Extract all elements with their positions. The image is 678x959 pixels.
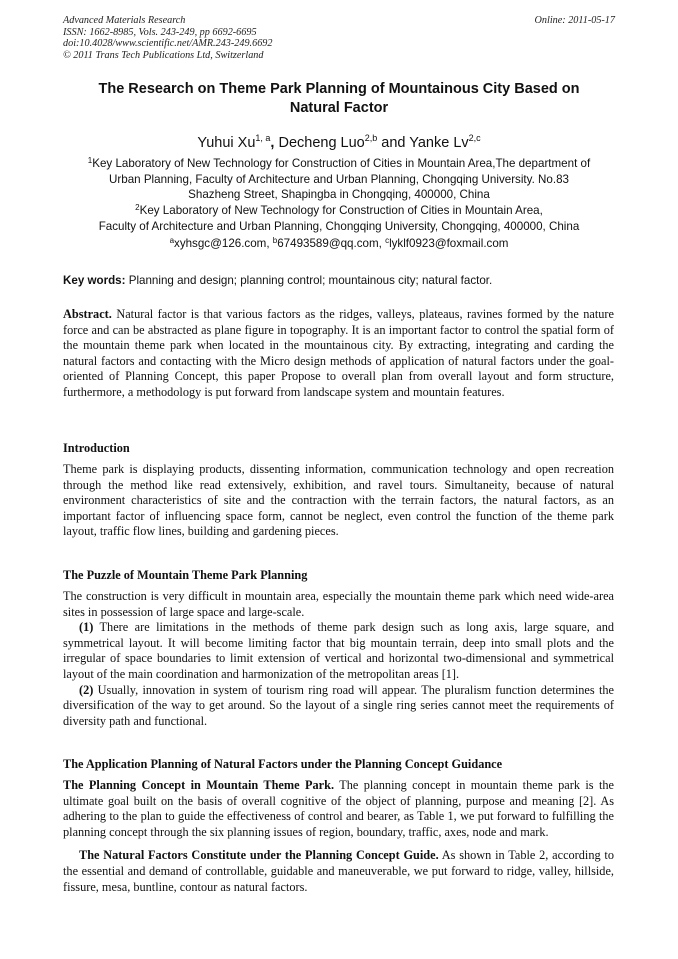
affiliation-2-line-2: Faculty of Architecture and Urban Planning, Chongqing University, Chongqing, 400000, China: [98, 219, 580, 233]
affiliation-1-sup: 1: [87, 156, 93, 165]
journal-header: [63, 15, 615, 61]
email-c[interactable]: lyklf0923@foxmail.com: [389, 237, 509, 250]
introduction-text: Theme park is displaying products, dissenting information, communication technology and open recreation through the method like read extensively, exhibition, and ravel tours. Simultaneity, because of natural environment characteristics of site and the contraction with the terrain factors, the natural factors, as an important factor of influencing space form, cannot be neglect, even control the function of the theme park layout, traffic flow lines, building and gardening pieces.: [63, 462, 614, 539]
puzzle-paragraph-3: (2) Usually, innovation in system of tourism ring road will appear. The pluralism function determines the diversification of the way to get around. So the layout of a single ring series cannot meet the requirements of diversity path and functional.: [63, 682, 614, 728]
author-separator: ,: [270, 135, 275, 151]
title-line-1: The Research on Theme Park Planning of Mountainous City Based on: [98, 81, 580, 97]
puzzle-text: [63, 589, 614, 729]
abstract-label: Abstract.: [63, 307, 112, 321]
journal-name: Advanced Materials Research: [63, 15, 186, 26]
author-1: Yuhui Xu: [197, 135, 256, 151]
puzzle-paragraph-2: (1) There are limitations in the methods of theme park design such as long axis, large square, and symmetrical layout. It will become limiting factor that big mountain terrain, deep into small plots and the irregular of space boundaries to limit extension of vertical and horizontal two-dimensional and symmetrical layout of the main coordination and harmonization of the metropolitan areas [1].: [63, 620, 614, 681]
author-emails: $^a$xyhsgc@126.com, $^b$67493589@qq.com, $^c$lyklf0923@foxmail.com: [169, 236, 509, 250]
author-2-sup: 2,b: [364, 133, 378, 143]
affiliation-2-line-1: $^2$Key Laboratory of New Technology for Construction of Cities in Mountain Area,: [135, 203, 543, 218]
keywords-label: Key words:: [63, 274, 126, 287]
email-b[interactable]: 67493589@qq.com,: [277, 237, 386, 250]
abstract: [63, 307, 614, 401]
journal-copyright: © 2011 Trans Tech Publications Ltd, Switzerland: [63, 49, 264, 61]
keywords-text: Planning and design; planning control; mountainous city; natural factor.: [125, 274, 493, 287]
application-text: [63, 778, 614, 895]
puzzle-paragraph-1: The construction is very difficult in mountain area, especially the mountain theme park which need wide-area sites in possession of large space and large-scale.: [63, 589, 614, 619]
affiliation-1-line-3: Shazheng Street, Shapingba in Chongqing, 400000, China: [188, 188, 490, 202]
author-3: and Yanke Lv: [377, 135, 469, 151]
author-3-sup: 2,c: [468, 133, 481, 143]
application-paragraph-2: The Natural Factors Constitute under the Planning Concept Guide. As shown in Table 2, according to the essential and demand of controllable, guidable and maneuverable, we put forward to ridge, valley, hillside, fissure, mesa, buntline, contour as natural factors.: [63, 848, 614, 894]
affiliation-1-line-1: $^1$Key Laboratory of New Technology for Construction of Cities in Mountain Area,The department of: [87, 156, 591, 170]
abstract-text: Natural factor is that various factors as the ridges, valleys, plateaus, ravines formed by the nature force and can be abstracted as plane figure in topography. It is an important factor to control the spatial form of the mountain theme park when located in the mountainous city. By extracting, integrating and carding the natural factors and contacting with the Micro design methods of application of natural factors under the goal-oriented of Planning Concept, this paper Propose to overall plan from overall layout and form structure, furthermore, a methodology is put forward from landscape system and mountain features.: [63, 307, 614, 399]
email-a[interactable]: xyhsgc@126.com,: [174, 237, 273, 250]
author-list: [60, 134, 618, 152]
affiliation-2-sup: 2: [135, 203, 140, 213]
author-1-sup: 1, a: [255, 133, 271, 143]
section-heading-application: The Application Planning of Natural Factors under the Planning Concept Guidance: [63, 757, 503, 771]
affiliations: [60, 156, 618, 235]
section-heading-puzzle: The Puzzle of Mountain Theme Park Planning: [63, 568, 308, 582]
online-date: Online: 2011-05-17: [534, 15, 615, 26]
application-paragraph-1: The Planning Concept in Mountain Theme Park. The planning concept in mountain theme park is the ultimate goal built on the basis of overall cognitive of the object of planning, purpose and meaning [2]. As adhering to the plan to guide the effectiveness of control and bearer, as Table 1, we put forward to fulfilling the planning concept through the six planning issues of region, boundary, traffic, axes, node and mark.: [63, 778, 615, 839]
title-line-2: Natural Factor: [289, 100, 389, 116]
section-heading-introduction: Introduction: [63, 441, 130, 455]
affiliation-1-line-2: Urban Planning, Faculty of Architecture and Urban Planning, Chongqing University. No.83: [109, 172, 569, 186]
keywords: [63, 273, 618, 288]
paper-title: [60, 80, 618, 118]
author-2: Decheng Luo: [274, 135, 365, 151]
journal-doi: doi:10.4028/www.scientific.net/AMR.243-249.6692: [63, 38, 273, 50]
journal-issn: ISSN: 1662-8985, Vols. 243-249, pp 6692-6695: [63, 26, 257, 38]
